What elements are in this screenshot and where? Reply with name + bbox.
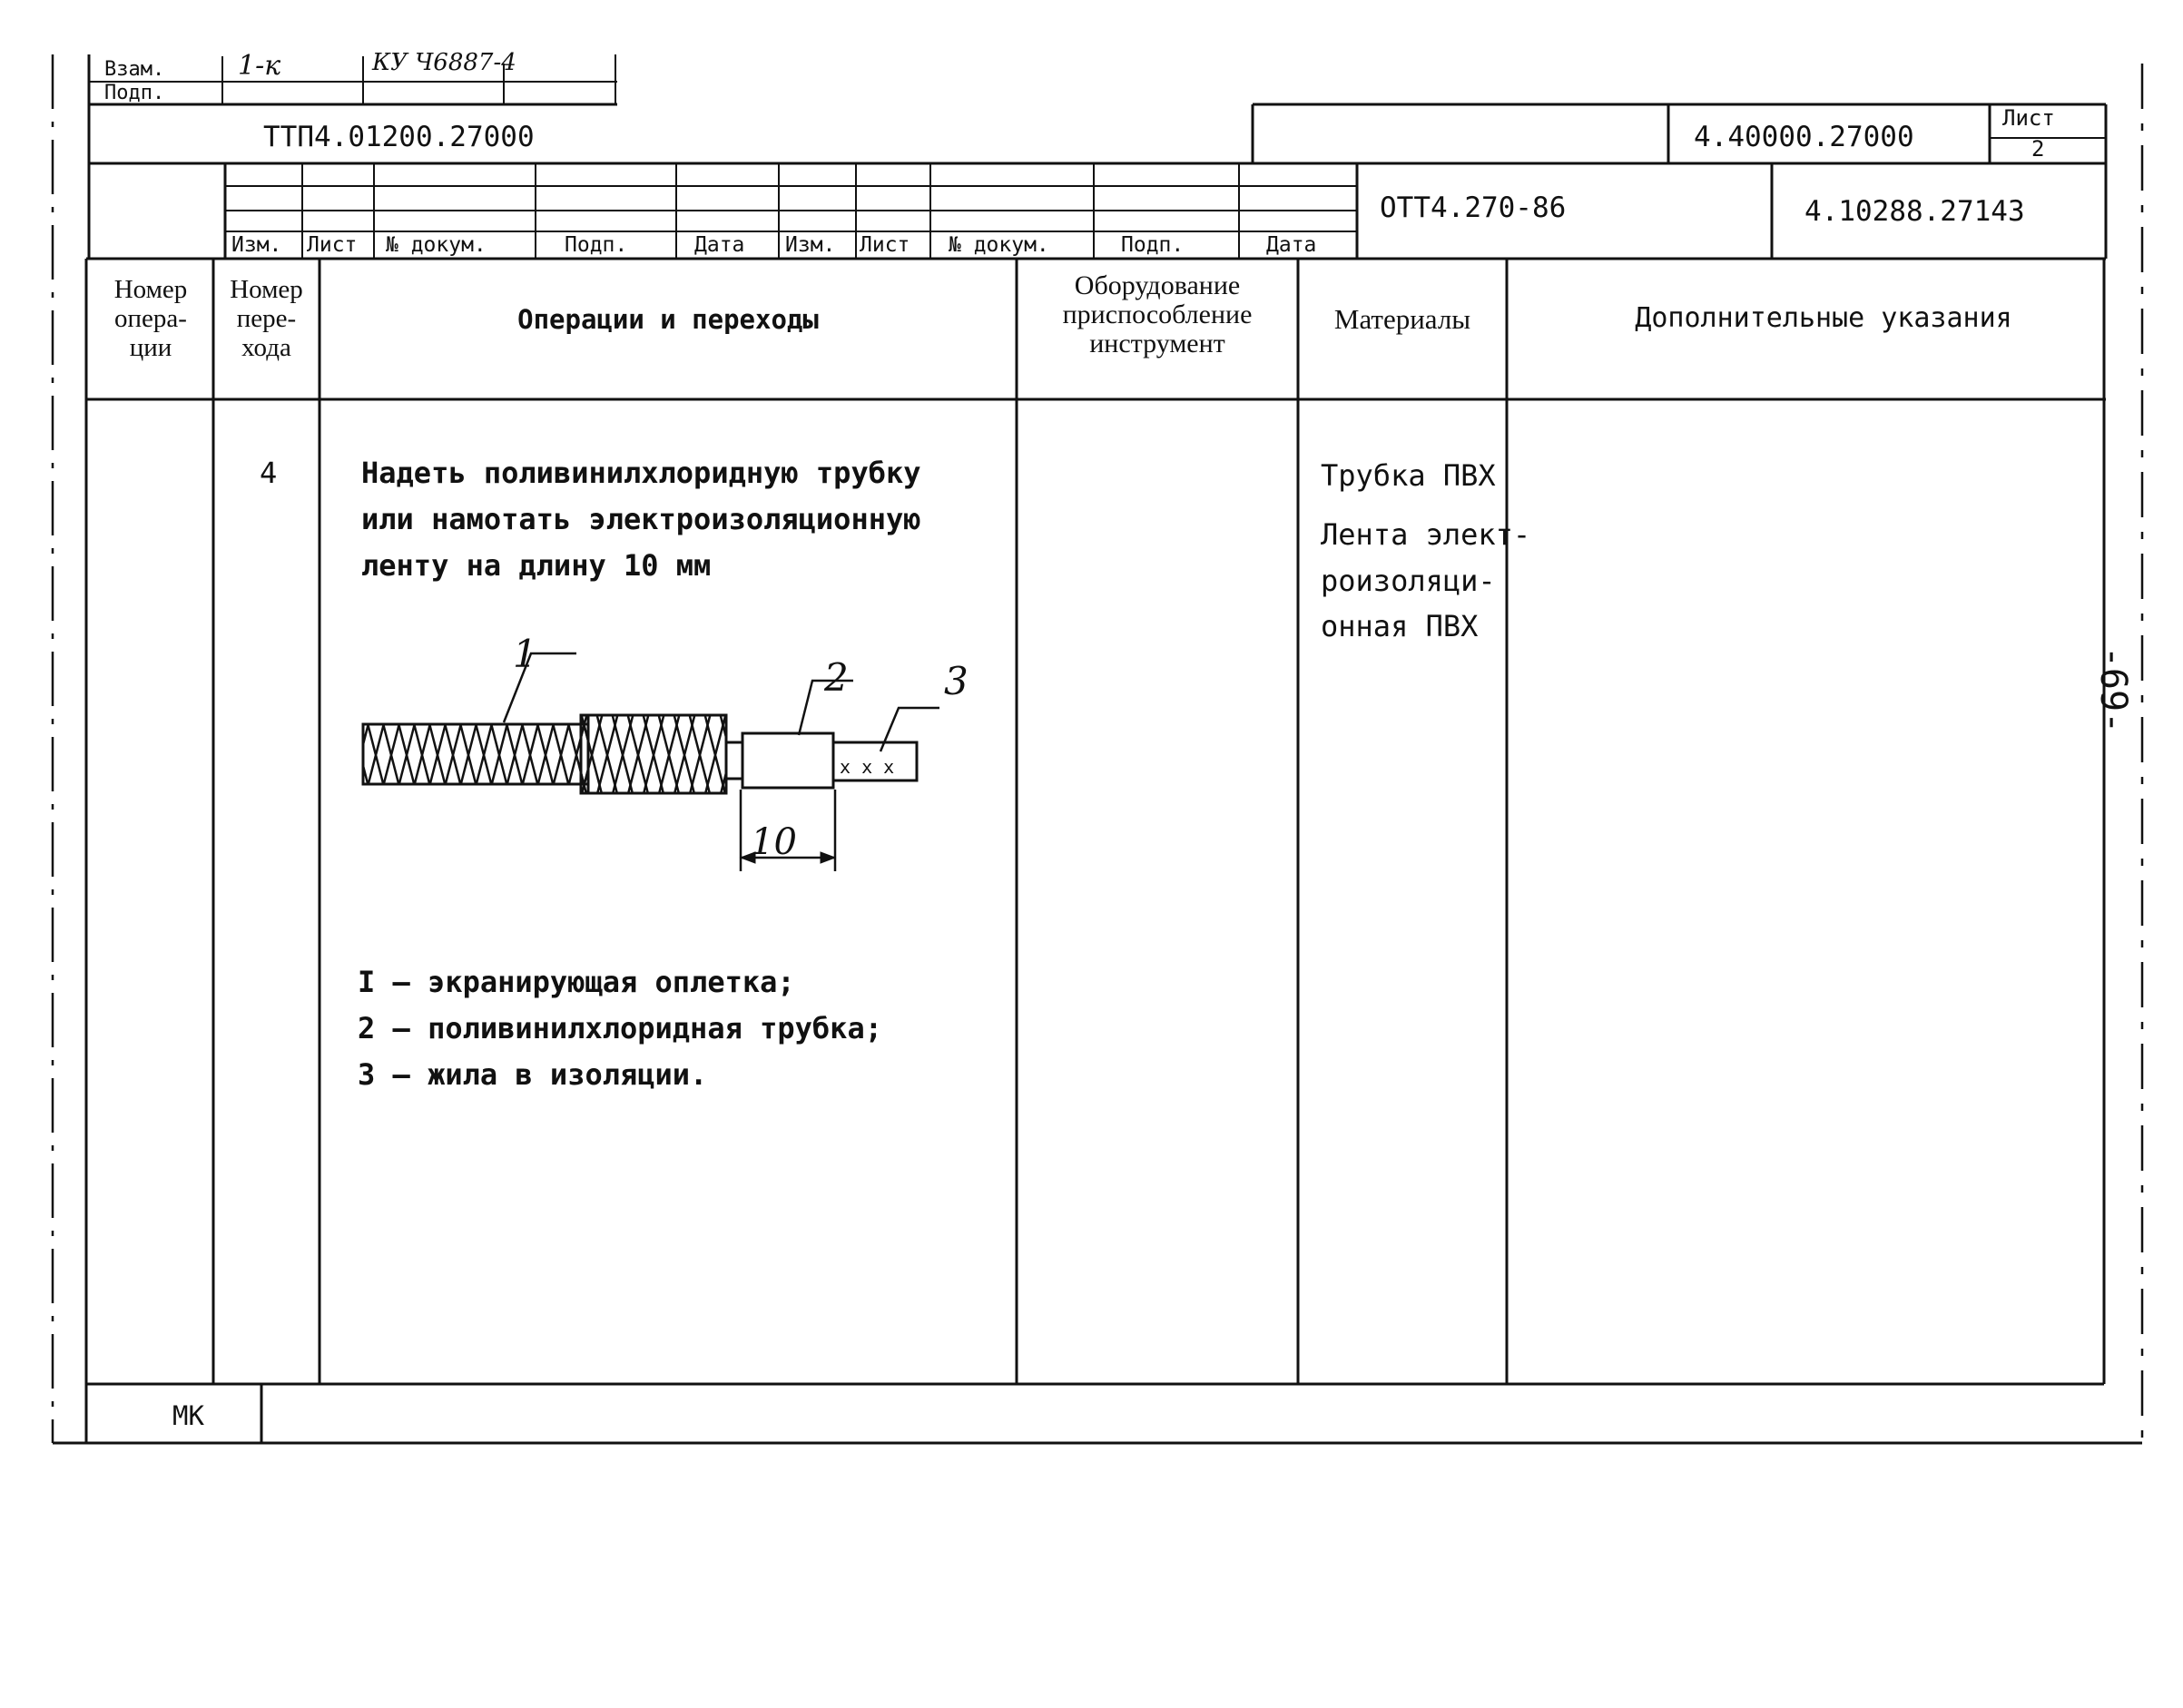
operation-line-1: Надеть поливинилхлоридную трубку <box>361 456 921 490</box>
core-x-marks: x x x <box>840 756 895 778</box>
col-equipment-line-3: инструмент <box>1089 329 1225 358</box>
podp-label: Подп. <box>104 82 165 104</box>
col-step-number-line-3: хода <box>241 333 291 362</box>
form-code: МК <box>172 1400 204 1431</box>
vzam-handwritten-1: 1-к <box>238 50 281 82</box>
rev-label-list: Лист <box>307 233 358 257</box>
col-equipment-line-1: Оборудование <box>1074 270 1241 300</box>
rev-label-docnum: № докум. <box>386 233 487 257</box>
rev-label-date-2: Дата <box>1266 233 1317 257</box>
standard-code: ОТТ4.270-86 <box>1380 191 1567 224</box>
doc-left-code: ТТП4.01200.27000 <box>263 121 535 153</box>
sheet-number: 2 <box>2031 136 2045 162</box>
figure-label-2: 2 <box>824 655 849 700</box>
col-step-number-line-1: Номер <box>230 275 303 304</box>
figure-label-3: 3 <box>944 659 969 703</box>
col-op-number-line-1: Номер <box>113 275 188 304</box>
figure-label-1: 1 <box>513 632 537 676</box>
figure-dimension: 10 <box>751 821 797 863</box>
rev-label-podp: Подп. <box>565 233 628 257</box>
rev-label-podp-2: Подп. <box>1121 233 1185 257</box>
legend-line-2: 2 – поливинилхлоридная трубка; <box>358 1011 882 1045</box>
rev-label-izm: Изм. <box>231 233 282 257</box>
material-line-2: Лента элект- <box>1321 517 1531 552</box>
material-line-1: Трубка ПВХ <box>1321 458 1496 493</box>
doc-code: 4.10288.27143 <box>1804 195 2025 228</box>
legend-line-1: I – экранирующая оплетка; <box>358 965 795 999</box>
col-materials: Материалы <box>1333 303 1471 335</box>
rev-label-izm-2: Изм. <box>785 233 836 257</box>
rev-label-list-2: Лист <box>860 233 910 257</box>
vzam-handwritten-2: КУ Ч6887-4 <box>372 49 516 76</box>
col-op-number-line-3: ции <box>129 333 172 362</box>
material-line-4: онная ПВХ <box>1321 609 1479 643</box>
col-step-number-line-2: пере- <box>236 304 297 333</box>
rev-label-docnum-2: № докум. <box>949 233 1049 257</box>
rev-label-date: Дата <box>694 233 745 257</box>
step-number: 4 <box>260 456 278 490</box>
sheet-label: Лист <box>2002 105 2055 131</box>
braid-section-2 <box>581 715 726 793</box>
inner-stub <box>726 742 742 779</box>
page-number: -69- <box>2092 645 2135 734</box>
cable-end-drawing <box>345 632 1017 898</box>
vzam-label: Взам. <box>104 58 165 81</box>
doc-right-code: 4.40000.27000 <box>1694 121 1914 153</box>
braid-section-1 <box>363 724 588 784</box>
legend-line-3: 3 – жила в изоляции. <box>358 1057 708 1092</box>
col-operations: Операции и переходы <box>517 304 819 335</box>
col-notes: Дополнительные указания <box>1635 302 2012 334</box>
material-line-3: роизоляци- <box>1321 564 1496 598</box>
operation-line-2: или намотать электроизоляционную <box>361 502 921 536</box>
operation-line-3: ленту на длину 10 мм <box>361 548 712 583</box>
col-equipment-line-2: приспособление <box>1062 299 1253 329</box>
pvc-tube <box>742 733 833 788</box>
col-op-number-line-2: опера- <box>114 304 187 333</box>
